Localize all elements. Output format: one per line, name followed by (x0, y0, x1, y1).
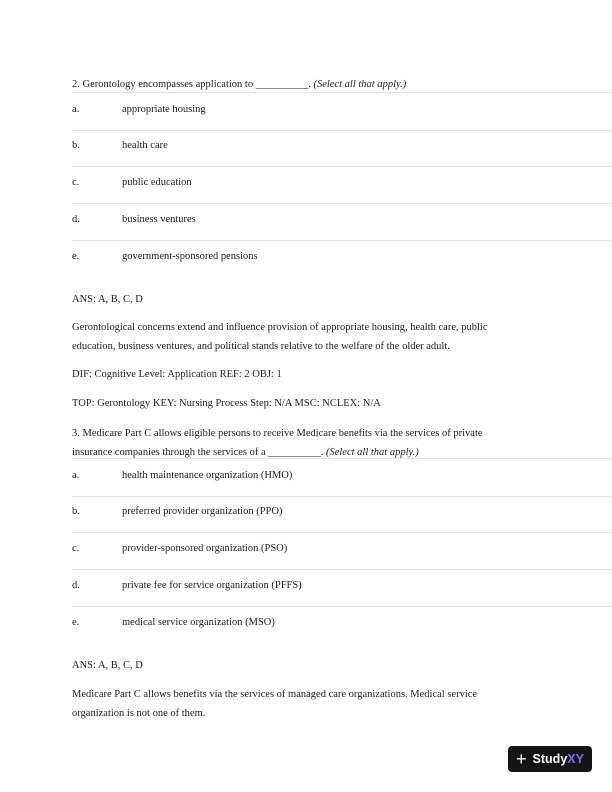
question-2-option-d (72, 203, 612, 241)
option-text: government-sponsored pensions (122, 251, 258, 262)
plus-icon: + (516, 749, 527, 769)
question-2-text: 2. Gerontology encompasses application to __________. (72, 79, 314, 90)
option-letter: a. (72, 104, 80, 115)
question-2-meta-top: TOP: Gerontology KEY: Nursing Process Step: N/A MSC: NCLEX: N/A (72, 398, 381, 409)
question-3-stem (72, 424, 483, 462)
option-text: public education (122, 177, 192, 188)
option-text: appropriate housing (122, 104, 206, 115)
question-3-answer: ANS: A, B, C, D (72, 660, 143, 671)
question-2-option-c (72, 166, 612, 204)
option-letter: d. (72, 214, 80, 225)
question-3-option-e (72, 606, 612, 643)
option-letter: d. (72, 580, 80, 591)
question-3-option-d (72, 569, 612, 607)
rationale-line: Gerontological concerns extend and influence provision of appropriate housing, health care, public (72, 322, 488, 333)
option-letter: a. (72, 470, 80, 481)
question-2-instruction: (Select all that apply.) (313, 79, 407, 90)
option-text: medical service organization (MSO) (122, 617, 275, 628)
logo-text-xy: XY (567, 752, 584, 766)
question-3-option-c (72, 532, 612, 570)
option-letter: e. (72, 617, 80, 628)
question-2-answer: ANS: A, B, C, D (72, 294, 143, 305)
question-3-text-continued: insurance companies through the services of a __________. (72, 447, 326, 458)
question-3-option-a (72, 458, 612, 497)
option-text: health maintenance organization (HMO) (122, 470, 293, 481)
logo-text-study: Study (532, 752, 568, 766)
question-2-option-b (72, 129, 612, 167)
question-3-rationale (72, 685, 552, 723)
option-text: preferred provider organization (PPO) (122, 506, 283, 517)
option-letter: b. (72, 506, 80, 517)
option-text: business ventures (122, 214, 196, 225)
option-text: provider-sponsored organization (PSO) (122, 543, 288, 554)
question-3-instruction: (Select all that apply.) (325, 447, 419, 458)
question-2-option-e (72, 240, 612, 277)
question-3-text: 3. Medicare Part C allows eligible persons to receive Medicare benefits via the services of private (72, 428, 483, 439)
rationale-line: Medicare Part C allows benefits via the services of managed care organizations. Medical service (72, 689, 478, 700)
option-letter: b. (72, 140, 80, 151)
question-2-meta-dif: DIF: Cognitive Level: Application REF: 2 OBJ: 1 (72, 369, 282, 380)
studyxy-logo-badge[interactable] (508, 746, 592, 772)
option-text: private fee for service organization (PFFS) (122, 580, 302, 591)
option-text: health care (122, 140, 168, 151)
question-2-stem (72, 77, 406, 93)
option-letter: e. (72, 251, 80, 262)
question-3-option-b (72, 495, 612, 533)
option-letter: c. (72, 543, 80, 554)
rationale-line: organization is not one of them. (72, 708, 206, 719)
option-letter: c. (72, 177, 80, 188)
rationale-line: education, business ventures, and political stands relative to the welfare of the older adult. (72, 341, 450, 352)
question-2-rationale (72, 318, 572, 356)
question-2-option-a (72, 92, 612, 131)
